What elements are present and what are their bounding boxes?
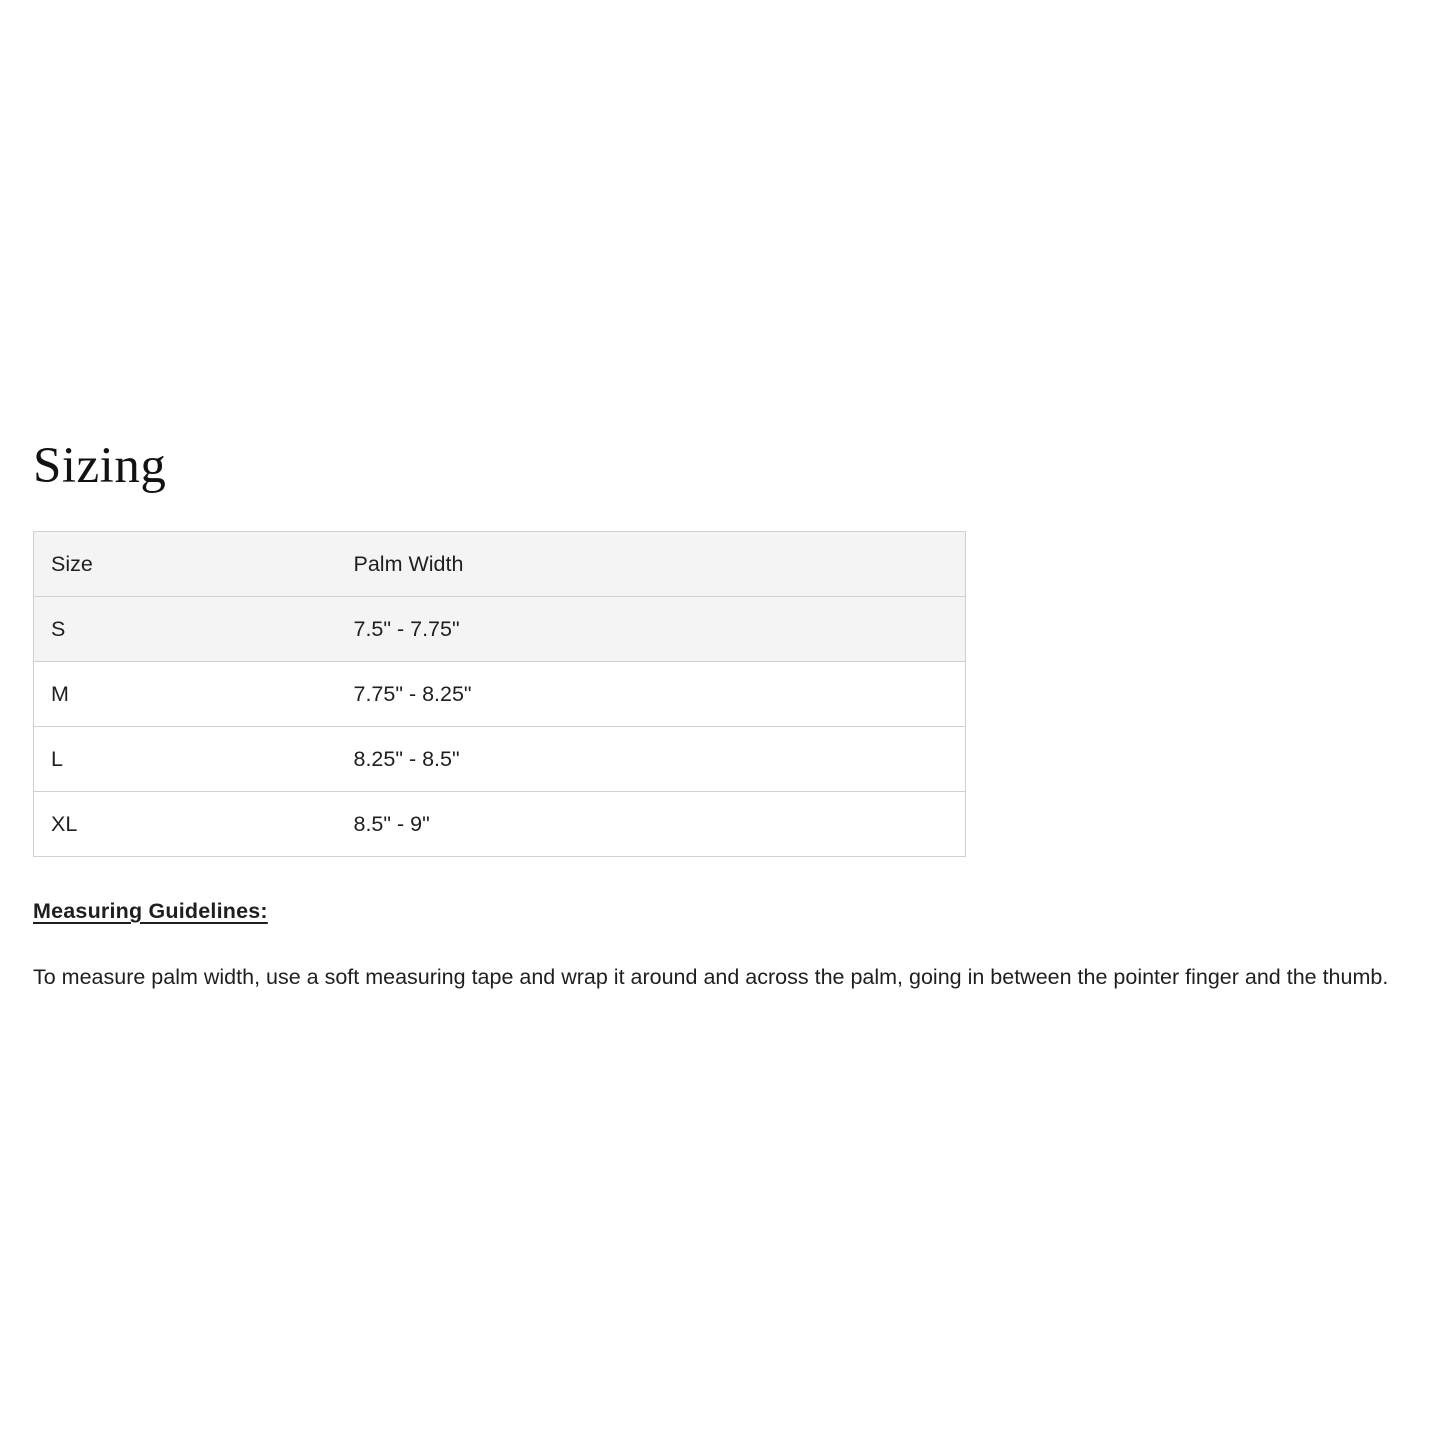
table-row: [34, 727, 966, 792]
palm-width-cell: 8.5" - 9": [353, 811, 430, 836]
size-cell: XL: [51, 811, 78, 836]
column-header-size: Size: [51, 551, 93, 576]
measuring-guidelines-text: To measure palm width, use a soft measuring tape and wrap it around and across the palm, going in between the pointer finger and the thumb.: [33, 965, 1389, 989]
palm-width-cell: 8.25" - 8.5": [353, 746, 460, 771]
measuring-guidelines-heading: Measuring Guidelines:: [33, 899, 268, 923]
table-row: [34, 662, 966, 727]
sizing-table: [33, 531, 966, 857]
table-row: [34, 792, 966, 857]
size-cell: M: [51, 681, 69, 706]
table-row: [34, 597, 966, 662]
size-cell: L: [51, 746, 63, 771]
palm-width-cell: 7.75" - 8.25": [353, 681, 472, 706]
size-cell: S: [51, 616, 66, 641]
palm-width-cell: 7.5" - 7.75": [353, 616, 460, 641]
table-header-row: [34, 532, 966, 597]
column-header-palm-width: Palm Width: [353, 551, 464, 576]
page-title: Sizing: [33, 438, 167, 494]
